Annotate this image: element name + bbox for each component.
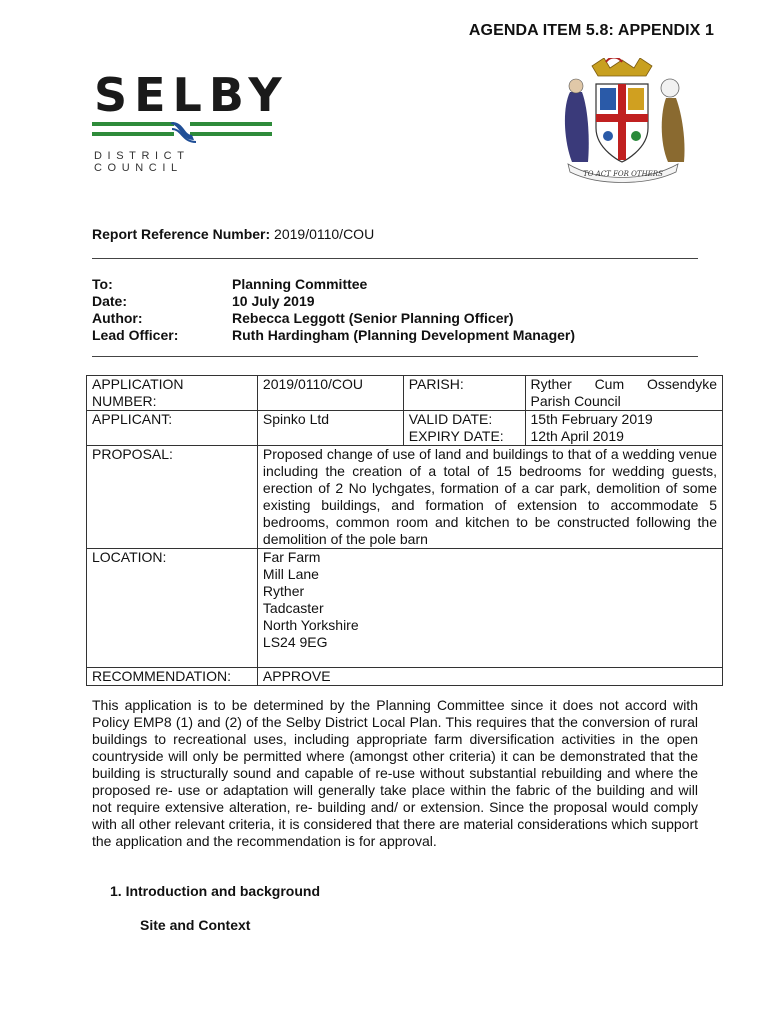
location-label: LOCATION: <box>87 549 258 668</box>
crest-motto: TO ACT FOR OTHERS <box>583 170 663 178</box>
table-row-application <box>87 376 723 411</box>
valid-date-value: 15th February 2019 <box>530 411 653 427</box>
agenda-item-heading: AGENDA ITEM 5.8: APPENDIX 1 <box>468 22 714 39</box>
divider-bottom <box>92 356 698 357</box>
valid-date-label: VALID DATE: <box>408 411 493 427</box>
address-line: Far Farm <box>262 549 321 565</box>
meta-value: 10 July 2019 <box>232 293 315 309</box>
recommendation-label: RECOMMENDATION: <box>87 668 258 686</box>
logo-wave-icon <box>92 120 272 144</box>
dates-labels <box>403 411 525 446</box>
meta-value: Rebecca Leggott (Senior Planning Officer) <box>232 310 514 326</box>
table-row-location <box>87 549 723 668</box>
table-row-applicant <box>87 411 723 446</box>
report-reference-value: 2019/0110/COU <box>274 226 375 242</box>
table-row-recommendation <box>87 668 723 686</box>
meta-label: To: <box>92 276 113 292</box>
application-number-value: 2019/0110/COU <box>257 376 403 411</box>
application-number-label: APPLICATION NUMBER: <box>87 376 258 411</box>
meta-row-to <box>92 276 698 293</box>
proposal-label: PROPOSAL: <box>87 446 258 549</box>
logo-subtitle: DISTRICT COUNCIL <box>94 150 190 174</box>
meta-label: Author: <box>92 310 143 326</box>
location-value <box>257 549 722 668</box>
recommendation-value: APPROVE <box>257 668 722 686</box>
address-line: LS24 9EG <box>262 634 328 650</box>
meta-label: Date: <box>92 293 128 309</box>
address-line: Ryther <box>262 583 305 599</box>
address-line: North Yorkshire <box>262 617 359 633</box>
application-details-table <box>86 375 723 686</box>
meta-row-author <box>92 310 698 327</box>
meta-row-date <box>92 293 698 310</box>
meta-label: Lead Officer: <box>92 327 179 343</box>
selby-logo <box>92 68 289 174</box>
expiry-date-value: 12th April 2019 <box>530 428 624 444</box>
summary-paragraph: This application is to be determined by the Planning Committee since it does not accord with Policy EMP8 (1) and (2) of the Selby District Local Plan. This requires that the conversion of rural buildings to recreational uses, including appropriate farm diversification activities in the open countryside will only be permitted where (amongst other criteria) it can be demonstrated that the building is structurally sound and capable of re-use without substantial rebuilding and where the proposed re- use or adaptation will generally take place within the fabric of the building and will not require extensive alteration, re- building and/ or extension. Since the proposal would comply with all other relevant criteria, it is considered that there are material considerations which support the application and the recommendation is for approval. <box>92 697 698 849</box>
address-line: Mill Lane <box>262 566 319 582</box>
report-reference-label: Report Reference Number: <box>92 226 271 242</box>
applicant-value: Spinko Ltd <box>257 411 403 446</box>
meta-row-lead-officer <box>92 327 698 344</box>
logo-wordmark: SELBY <box>94 68 289 122</box>
expiry-date-label: EXPIRY DATE: <box>408 428 504 444</box>
proposal-value: Proposed change of use of land and buildings to that of a wedding venue including the creation of a total of 15 bedrooms for wedding guests, erection of 2 No lychgates, formation of a car park, demolition of some existing buildings, and formation of extension to accommodate 5 bedrooms, common room and kitchen to be constructed following the demolition of the pole barn <box>257 446 722 549</box>
report-reference <box>92 226 374 242</box>
table-row-proposal <box>87 446 723 549</box>
coat-of-arms-icon <box>548 58 696 186</box>
address-line: Tadcaster <box>262 600 324 616</box>
applicant-label: APPLICANT: <box>87 411 258 446</box>
parish-value: Ryther Cum Ossendyke Parish Council <box>525 376 723 411</box>
divider-top <box>92 258 698 259</box>
meta-value: Planning Committee <box>232 276 368 292</box>
dates-values <box>525 411 723 446</box>
meta-value: Ruth Hardingham (Planning Development Manager) <box>232 327 576 343</box>
section-heading-intro: 1. Introduction and background <box>110 883 320 899</box>
subsection-heading-site: Site and Context <box>140 917 251 933</box>
parish-label: PARISH: <box>403 376 525 411</box>
report-metadata <box>92 276 698 344</box>
